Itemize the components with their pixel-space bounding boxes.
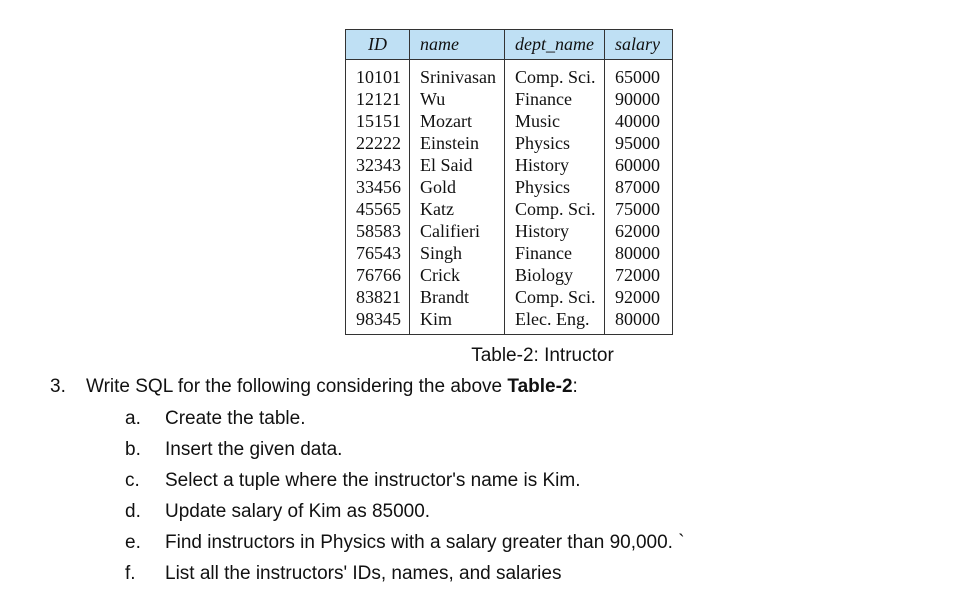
- cell-dept: Comp. Sci.: [505, 198, 605, 220]
- cell-id: 83821: [356, 287, 401, 307]
- table-row: [346, 132, 672, 154]
- cell-dept: Finance: [505, 242, 605, 264]
- table-row: [346, 88, 672, 110]
- item-letter: f.: [125, 563, 136, 584]
- cell-id: 98345: [356, 309, 401, 329]
- table-row: [346, 264, 672, 286]
- cell-id: 58583: [356, 221, 401, 241]
- cell-salary: 90000: [604, 88, 672, 110]
- list-item: [125, 408, 685, 439]
- table-row: [346, 286, 672, 308]
- table-caption: Table-2: Intructor: [471, 345, 614, 366]
- item-text: Find instructors in Physics with a salary greater than 90,000. `: [165, 532, 685, 553]
- cell-id: 12121: [356, 89, 401, 109]
- cell-name: Srinivasan: [410, 66, 505, 88]
- table-row: [346, 176, 672, 198]
- header-dept-name: dept_name: [505, 30, 605, 60]
- table-row: [346, 66, 672, 88]
- cell-id: 76543: [356, 243, 401, 263]
- cell-dept: Elec. Eng.: [505, 308, 605, 334]
- cell-name: Crick: [410, 264, 505, 286]
- cell-name: Einstein: [410, 132, 505, 154]
- header-salary: salary: [604, 30, 672, 60]
- cell-salary: 60000: [604, 154, 672, 176]
- item-text: List all the instructors' IDs, names, and salaries: [165, 563, 562, 584]
- cell-name: Singh: [410, 242, 505, 264]
- table-row: [346, 220, 672, 242]
- cell-dept: Music: [505, 110, 605, 132]
- header-id: ID: [346, 30, 410, 60]
- item-letter: b.: [125, 439, 141, 460]
- cell-name: Califieri: [410, 220, 505, 242]
- cell-salary: 80000: [604, 308, 672, 334]
- cell-dept: Comp. Sci.: [505, 66, 605, 88]
- cell-salary: 65000: [604, 66, 672, 88]
- cell-name: Wu: [410, 88, 505, 110]
- cell-name: El Said: [410, 154, 505, 176]
- question-table-ref: Table-2: [507, 376, 573, 397]
- item-letter: d.: [125, 501, 141, 522]
- cell-name: Brandt: [410, 286, 505, 308]
- cell-dept: Physics: [505, 176, 605, 198]
- cell-salary: 95000: [604, 132, 672, 154]
- cell-id: 10101: [356, 67, 401, 87]
- question-number: 3.: [50, 376, 66, 397]
- list-item: [125, 439, 685, 470]
- cell-name: Kim: [410, 308, 505, 334]
- table-row: [346, 308, 672, 334]
- cell-id: 33456: [356, 177, 401, 197]
- cell-salary: 72000: [604, 264, 672, 286]
- list-item: [125, 532, 685, 563]
- cell-salary: 75000: [604, 198, 672, 220]
- table-row: [346, 242, 672, 264]
- item-letter: c.: [125, 470, 140, 491]
- item-letter: a.: [125, 408, 141, 429]
- cell-dept: Finance: [505, 88, 605, 110]
- cell-dept: History: [505, 220, 605, 242]
- cell-dept: Physics: [505, 132, 605, 154]
- cell-salary: 87000: [604, 176, 672, 198]
- cell-dept: Biology: [505, 264, 605, 286]
- cell-dept: Comp. Sci.: [505, 286, 605, 308]
- question-heading: [50, 376, 578, 398]
- cell-salary: 40000: [604, 110, 672, 132]
- cell-name: Mozart: [410, 110, 505, 132]
- item-text: Select a tuple where the instructor's name is Kim.: [165, 470, 581, 491]
- list-item: [125, 501, 685, 532]
- item-text: Update salary of Kim as 85000.: [165, 501, 431, 522]
- list-item: [125, 470, 685, 501]
- cell-salary: 80000: [604, 242, 672, 264]
- table-header-row: [346, 30, 672, 60]
- cell-id: 32343: [356, 155, 401, 175]
- instructor-table: [345, 29, 673, 335]
- table-row: [346, 198, 672, 220]
- header-name: name: [410, 30, 505, 60]
- question-text: Write SQL for the following considering the above: [86, 376, 508, 397]
- question-colon: :: [572, 376, 578, 397]
- cell-id: 76766: [356, 265, 401, 285]
- cell-salary: 62000: [604, 220, 672, 242]
- table-row: [346, 110, 672, 132]
- table-row: [346, 154, 672, 176]
- cell-id: 22222: [356, 133, 401, 153]
- question-items: [125, 408, 685, 594]
- item-text: Insert the given data.: [165, 439, 343, 460]
- item-text: Create the table.: [165, 408, 306, 429]
- list-item: [125, 563, 685, 594]
- cell-dept: History: [505, 154, 605, 176]
- cell-name: Katz: [410, 198, 505, 220]
- item-letter: e.: [125, 532, 141, 553]
- cell-name: Gold: [410, 176, 505, 198]
- cell-salary: 92000: [604, 286, 672, 308]
- cell-id: 15151: [356, 111, 401, 131]
- cell-id: 45565: [356, 199, 401, 219]
